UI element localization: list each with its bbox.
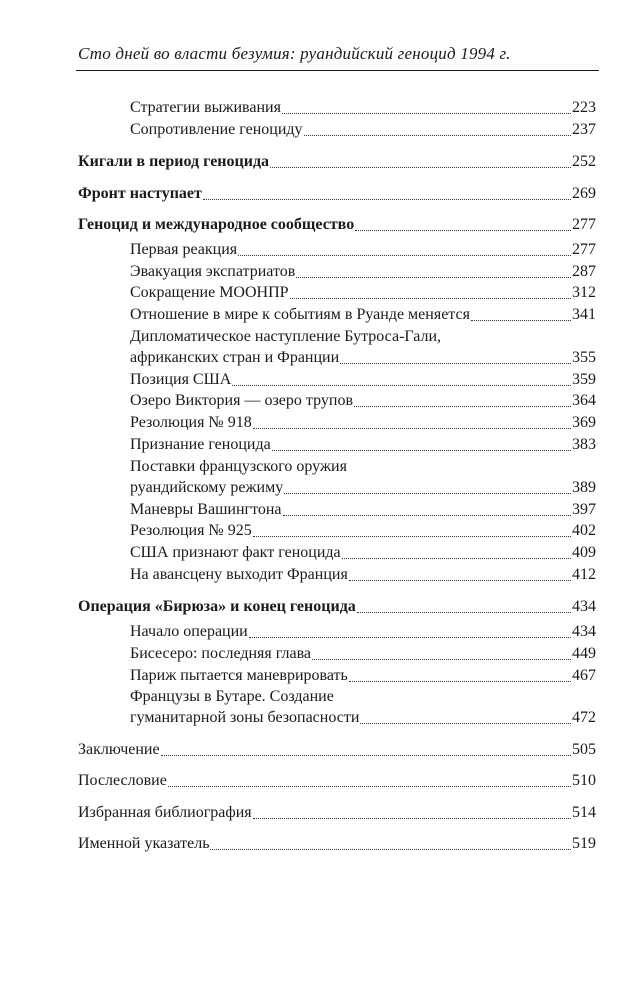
dot-leader: [168, 786, 571, 787]
toc-entry: [130, 240, 596, 260]
toc-entry: [130, 708, 596, 728]
toc-entry: [78, 771, 596, 791]
toc-entry-title: Позиция США: [130, 371, 232, 388]
toc-page-number: 312: [572, 284, 596, 301]
toc-page-number: 277: [572, 216, 596, 233]
dot-leader: [296, 277, 571, 278]
running-header: Сто дней во власти безумия: руандийский геноцид 1994 г.: [78, 44, 511, 63]
toc-page-number: 472: [572, 709, 596, 726]
toc-page-number: 434: [572, 598, 596, 615]
toc-entry-title: Сопротивление геноциду: [130, 121, 303, 138]
toc-section-title: Кигали в период геноцида: [78, 153, 270, 170]
toc-page-number: 397: [572, 501, 596, 518]
toc-entry: [130, 391, 596, 411]
dot-leader: [270, 167, 571, 168]
toc-page-number: 467: [572, 667, 596, 684]
toc-entry-title: Озеро Виктория — озеро трупов: [130, 392, 353, 409]
toc-entry-title: Париж пытается маневрировать: [130, 667, 348, 684]
toc-entry-title: Первая реакция: [130, 241, 238, 258]
toc-entry-title: Резолюция № 918: [130, 414, 252, 431]
toc-page-number: 355: [572, 349, 596, 366]
toc-entry: [130, 543, 596, 563]
toc-entry: [78, 803, 596, 823]
toc-page-number: 364: [572, 392, 596, 409]
toc-entry-title-line1: Дипломатическое наступление Бутроса-Гали,: [130, 328, 442, 345]
dot-leader: [232, 385, 571, 386]
toc-entry-title: африканских стран и Франции: [130, 349, 340, 366]
dot-leader: [290, 298, 571, 299]
dot-leader: [253, 428, 571, 429]
toc-page-number: 223: [572, 99, 596, 116]
toc-section: [78, 215, 596, 235]
toc-entry: [78, 834, 596, 854]
dot-leader: [312, 659, 571, 660]
dot-leader: [304, 135, 571, 136]
toc-page-number: 519: [572, 835, 596, 852]
toc-entry-title: Отношение в мире к событиям в Руанде меняется: [130, 306, 470, 323]
toc-entry: [130, 521, 596, 541]
toc-page-number: 287: [572, 263, 596, 280]
dot-leader: [357, 612, 571, 613]
toc-page-number: 434: [572, 623, 596, 640]
toc-section: [78, 184, 596, 204]
toc-section-title: Геноцид и международное сообщество: [78, 216, 355, 233]
toc-entry: [130, 622, 596, 642]
dot-leader: [272, 450, 571, 451]
toc-page-number: 383: [572, 436, 596, 453]
dot-leader: [342, 558, 571, 559]
toc-section-title: Операция «Бирюза» и конец геноцида: [78, 598, 356, 615]
toc-entry-title: Сокращение МООНПР: [130, 284, 289, 301]
toc-page-number: 269: [572, 185, 596, 202]
toc-entry-title: Послесловие: [78, 772, 167, 789]
toc-entry: [130, 666, 596, 686]
toc-entry: [130, 565, 596, 585]
dot-leader: [349, 681, 571, 682]
toc-entry-title: На авансцену выходит Франция: [130, 566, 348, 583]
toc-entry-title: Резолюция № 925: [130, 522, 252, 539]
toc-entry-title: США признают факт геноцида: [130, 544, 341, 561]
dot-leader: [471, 320, 571, 321]
toc-page-number: 514: [572, 804, 596, 821]
toc-page-number: 402: [572, 522, 596, 539]
toc-entry: [130, 305, 596, 325]
toc-entry: [130, 435, 596, 455]
dot-leader: [283, 515, 571, 516]
toc-entry-title: Начало операции: [130, 623, 248, 640]
dot-leader: [284, 493, 571, 494]
toc-page-number: 389: [572, 479, 596, 496]
dot-leader: [360, 723, 571, 724]
toc-page-number: 359: [572, 371, 596, 388]
dot-leader: [355, 230, 571, 231]
toc-entry: [130, 370, 596, 390]
dot-leader: [210, 849, 571, 850]
toc-page-number: 277: [572, 241, 596, 258]
dot-leader: [238, 255, 571, 256]
dot-leader: [340, 363, 571, 364]
toc-entry: [78, 740, 596, 760]
toc-page-number: 341: [572, 306, 596, 323]
toc-entry: [130, 98, 596, 118]
toc-page-number: 369: [572, 414, 596, 431]
toc-page-number: 505: [572, 741, 596, 758]
toc-entry-title: Заключение: [78, 741, 160, 758]
dot-leader: [354, 406, 571, 407]
dot-leader: [253, 536, 571, 537]
toc-entry-title: Избранная библиография: [78, 804, 252, 821]
toc-page-number: 252: [572, 153, 596, 170]
toc-entry-title: Бисесеро: последняя глава: [130, 645, 312, 662]
toc-entry: [130, 644, 596, 664]
toc-entry: [130, 413, 596, 433]
dot-leader: [349, 580, 571, 581]
toc-entry: [130, 500, 596, 520]
dot-leader: [253, 818, 571, 819]
toc-page-number: 449: [572, 645, 596, 662]
toc-entry-title: гуманитарной зоны безопасности: [130, 709, 360, 726]
toc-entry-title: Эвакуация экспатриатов: [130, 263, 296, 280]
toc-entry-title: Стратегии выживания: [130, 99, 281, 116]
toc-entry-title: Маневры Вашингтона: [130, 501, 282, 518]
toc-section: [78, 152, 596, 172]
toc-entry-title-line1: Французы в Бутаре. Создание: [130, 688, 334, 705]
toc-entry: [130, 348, 596, 368]
toc-entry: [130, 283, 596, 303]
toc-entry: [130, 478, 596, 498]
toc-entry-title: Признание геноцида: [130, 436, 271, 453]
dot-leader: [282, 113, 571, 114]
dot-leader: [161, 755, 571, 756]
toc-page-number: 237: [572, 121, 596, 138]
dot-leader: [203, 199, 571, 200]
toc-section-title: Фронт наступает: [78, 185, 202, 202]
toc-entry: [130, 262, 596, 282]
toc-entry: [130, 120, 596, 140]
toc-entry-title: Именной указатель: [78, 835, 210, 852]
toc-page-number: 409: [572, 544, 596, 561]
toc-entry-title-line1: Поставки французского оружия: [130, 458, 347, 475]
toc-page-number: 412: [572, 566, 596, 583]
toc-entry-title: руандийскому режиму: [130, 479, 284, 496]
toc-section: [78, 597, 596, 617]
dot-leader: [249, 637, 571, 638]
toc-page-number: 510: [572, 772, 596, 789]
